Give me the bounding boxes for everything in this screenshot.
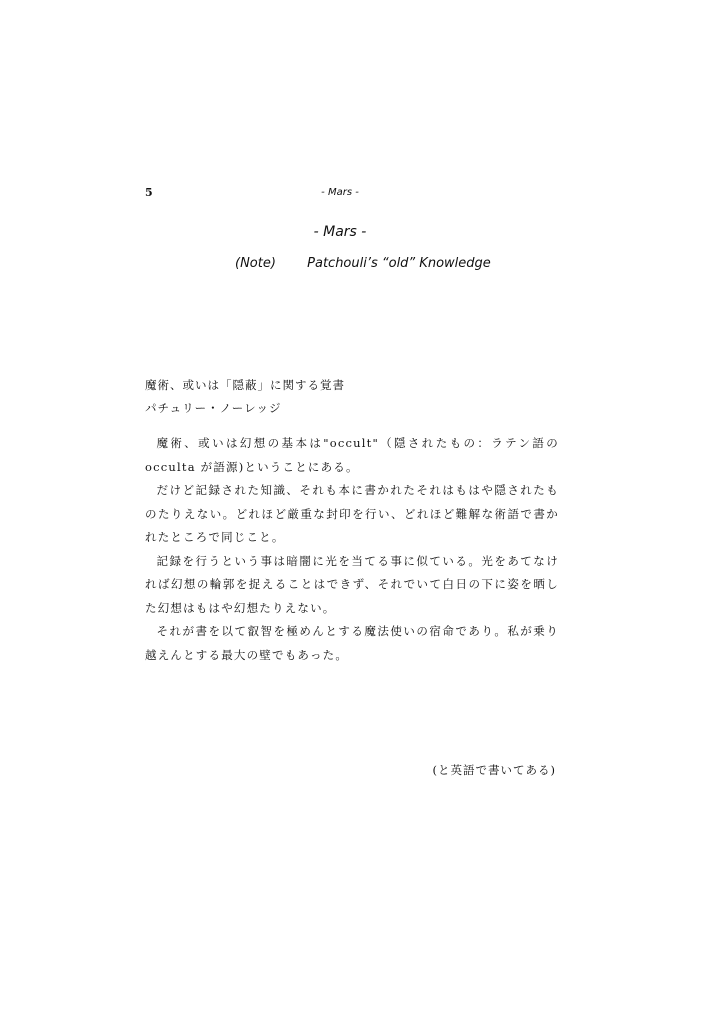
- body-paragraph-3: 記録を行うという事は暗闇に光を当てる事に似ている。光をあてなければ幻想の輪郭を捉えることはできず、それでいて白日の下に姿を晒した幻想はもはや幻想たりえない。: [145, 553, 559, 615]
- chapter-title: - Mars -: [313, 224, 367, 240]
- body-paragraph-4: それが書を以て叡智を極めんとする魔法使いの宿命であり。私が乗り越えんとする最大の壁でもあった。: [145, 624, 559, 662]
- page-number: 5: [145, 186, 153, 199]
- section-author: パチュリー・ノーレッジ: [145, 401, 282, 415]
- body-text: [145, 432, 559, 667]
- section-title: 魔術、或いは「隠蔽」に関する覚書: [145, 378, 345, 392]
- body-paragraph-1: 魔術、或いは幻想の基本は"occult"（隠されたもの：ラテン語の occulta が語源)ということにある。: [145, 436, 559, 474]
- body-paragraph-2: だけど記録された知識、それも本に書かれたそれはもはや隠されたものたりえない。どれほど厳重な封印を行い、どれほど難解な術語で書かれたところで同じこと。: [145, 483, 559, 544]
- chapter-subtitle: [235, 256, 491, 271]
- chapter-subtitle-note: (Note): [235, 256, 276, 271]
- footnote: (と英語で書いてある): [432, 763, 556, 777]
- chapter-subtitle-text: Patchouli’s “old” Knowledge: [307, 256, 491, 271]
- running-header: - Mars -: [321, 187, 359, 198]
